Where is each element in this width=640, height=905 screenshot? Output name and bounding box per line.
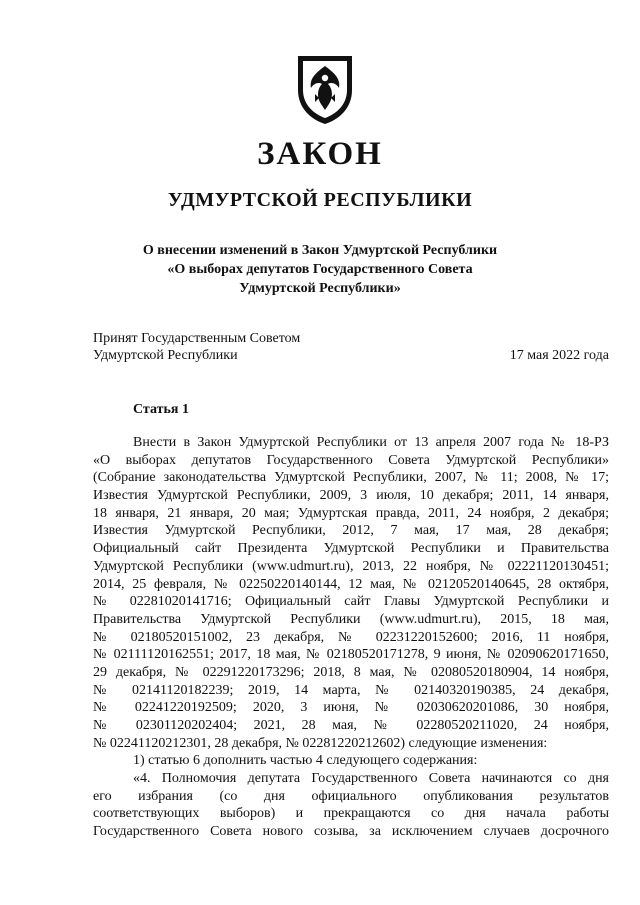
body-line: Внести в Закон Удмуртской Республики от 13 апреля 2007 года № 18-РЗ xyxy=(133,435,609,450)
body-line: Известия Удмуртской Республики, 2012, 7 мая, 17 мая, 28 декабря; xyxy=(93,523,609,539)
document-subtitle: УДМУРТСКОЙ РЕСПУБЛИКИ xyxy=(167,189,473,211)
adopted-by-line: Удмуртской Республики xyxy=(93,348,238,363)
law-name-line: Удмуртской Республики» xyxy=(239,281,401,296)
document-title: ЗАКОН xyxy=(257,136,383,172)
body-line: № 02241120212301, 28 декабря, № 02281220212602) следующие изменения: xyxy=(93,735,548,751)
body-line: 2014, 25 февраля, № 02250220140144, 12 мая, № 02120520140645, 28 октября, xyxy=(93,576,609,592)
body-line: 1) статью 6 дополнить частью 4 следующего содержания: xyxy=(133,753,478,769)
body-line: соответствующих выборов) и прекращаются со дня начала работы xyxy=(93,806,609,822)
body-line: 18 января, 21 января, 20 мая; Удмуртская правда, 2011, 24 ноября, 2 декабря; xyxy=(93,505,609,521)
body-line: его избрания (со дня официального опубликования результатов xyxy=(93,788,609,804)
adopted-by xyxy=(93,330,300,364)
body-line: № 02180520151002, 23 декабря, № 02231220152600; 2016, 11 ноября, xyxy=(93,629,609,645)
body-line: № 02241220192509; 2020, 3 июня, № 02030620201086, 30 ноября, xyxy=(93,700,609,716)
body-line: Правительства Удмуртской Республики (www.udmurt.ru), 2015, 18 мая, xyxy=(93,611,609,627)
body-line: № 02281020141716; Официальный сайт Главы Удмуртской Республики и xyxy=(93,594,609,610)
coat-of-arms-icon xyxy=(294,54,356,126)
body-line: № 02141120182239; 2019, 14 марта, № 02140320190385, 24 декабря, xyxy=(93,682,609,698)
article-body xyxy=(93,434,609,841)
body-line: «О выборах депутатов Государственного Совета Удмуртской Республики» xyxy=(93,452,609,468)
law-name-line: «О выборах депутатов Государственного Совета xyxy=(167,262,473,277)
law-name xyxy=(0,241,640,298)
body-line: Удмуртской Республики (www.udmurt.ru), 2013, 22 ноября, № 02221120130451; xyxy=(93,558,609,574)
law-name-line: О внесении изменений в Закон Удмуртской Республики xyxy=(142,243,498,258)
body-line: № 02301120202404; 2021, 28 мая, № 02280520211020, 24 ноября, xyxy=(93,718,609,733)
body-line: (Собрание законодательства Удмуртской Республики, 2007, № 11; 2008, № 17; xyxy=(93,470,609,486)
body-line: «4. Полномочия депутата Государственного Совета начинаются со дня xyxy=(133,771,609,787)
adopted-date: 17 мая 2022 года xyxy=(509,348,609,363)
body-line: Государственного Совета нового созыва, за исключением случаев досрочного xyxy=(93,824,609,840)
body-line: № 02111120162551; 2017, 18 мая, № 02180520171278, 9 июня, № 02090620171650, xyxy=(93,647,609,663)
article-heading: Статья 1 xyxy=(133,402,189,417)
body-line: Известия Удмуртской Республики, 2009, 3 июля, 10 декабря; 2011, 14 января, xyxy=(93,488,609,504)
adopted-by-line: Принят Государственным Советом xyxy=(93,331,301,346)
body-line: 29 декабря, № 02291220173296; 2018, 8 мая, № 02080520180904, 14 ноября, xyxy=(93,664,609,680)
body-line: Официальный сайт Президента Удмуртской Республики и Правительства xyxy=(93,541,609,557)
